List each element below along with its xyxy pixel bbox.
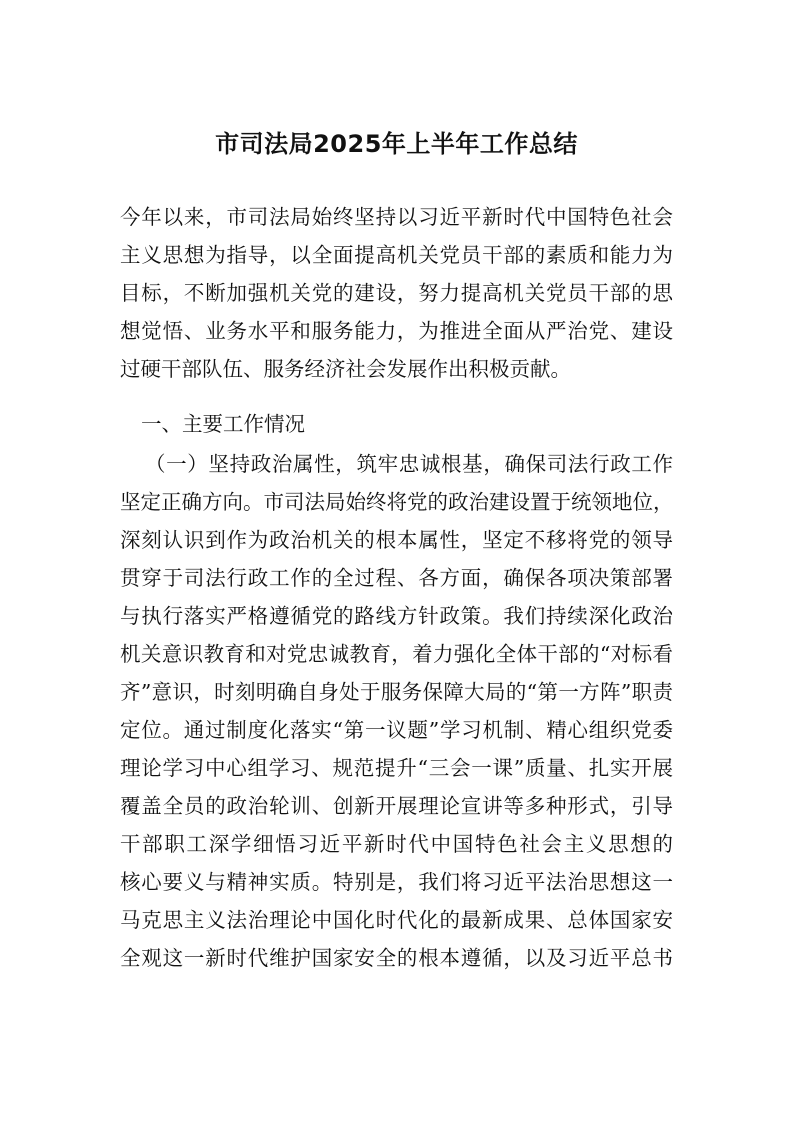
paragraph-line: 坚定正确方向。市司法局始终将党的政治建设置于统领地位， (120, 490, 674, 514)
paragraph-line: 理论学习中心组学习、规范提升“三会一课”质量、扎实开展 (120, 756, 673, 780)
section-heading: 一、主要工作情况 (141, 412, 305, 436)
paragraph-line: 齐”意识，时刻明确自身处于服务保障大局的“第一方阵”职责 (120, 680, 673, 704)
paragraph-line: 核心要义与精神实质。特别是，我们将习近平法治思想这一 (120, 870, 673, 894)
paragraph-line: 全观这一新时代维护国家安全的根本遵循，以及习近平总书 (120, 946, 673, 970)
document-title: 市司法局2025年上半年工作总结 (215, 130, 578, 158)
paragraph-line: 目标，不断加强机关党的建设，努力提高机关党员干部的思 (120, 281, 673, 305)
paragraph-line: 与执行落实严格遵循党的路线方针政策。我们持续深化政治 (120, 604, 673, 628)
paragraph-line: 主义思想为指导，以全面提高机关党员干部的素质和能力为 (120, 243, 673, 267)
paragraph-line: 机关意识教育和对党忠诚教育，着力强化全体干部的“对标看 (120, 642, 673, 666)
paragraph-line: 今年以来，市司法局始终坚持以习近平新时代中国特色社会 (120, 205, 673, 229)
paragraph-line: 过硬干部队伍、服务经济社会发展作出积极贡献。 (120, 357, 571, 381)
paragraph-line: 覆盖全员的政治轮训、创新开展理论宣讲等多种形式，引导 (120, 794, 673, 818)
paragraph-line: 马克思主义法治理论中国化时代化的最新成果、总体国家安 (120, 908, 673, 932)
paragraph-line: 干部职工深学细悟习近平新时代中国特色社会主义思想的 (120, 832, 673, 856)
paragraph-line: 定位。通过制度化落实“第一议题”学习机制、精心组织党委 (120, 718, 673, 742)
paragraph-line: 贯穿于司法行政工作的全过程、各方面，确保各项决策部署 (120, 566, 673, 590)
paragraph-line: （一）坚持政治属性，筑牢忠诚根基，确保司法行政工作 (145, 452, 673, 476)
paragraph-line: 想觉悟、业务水平和服务能力，为推进全面从严治党、建设 (120, 319, 673, 343)
paragraph-line: 深刻认识到作为政治机关的根本属性，坚定不移将党的领导 (120, 528, 673, 552)
